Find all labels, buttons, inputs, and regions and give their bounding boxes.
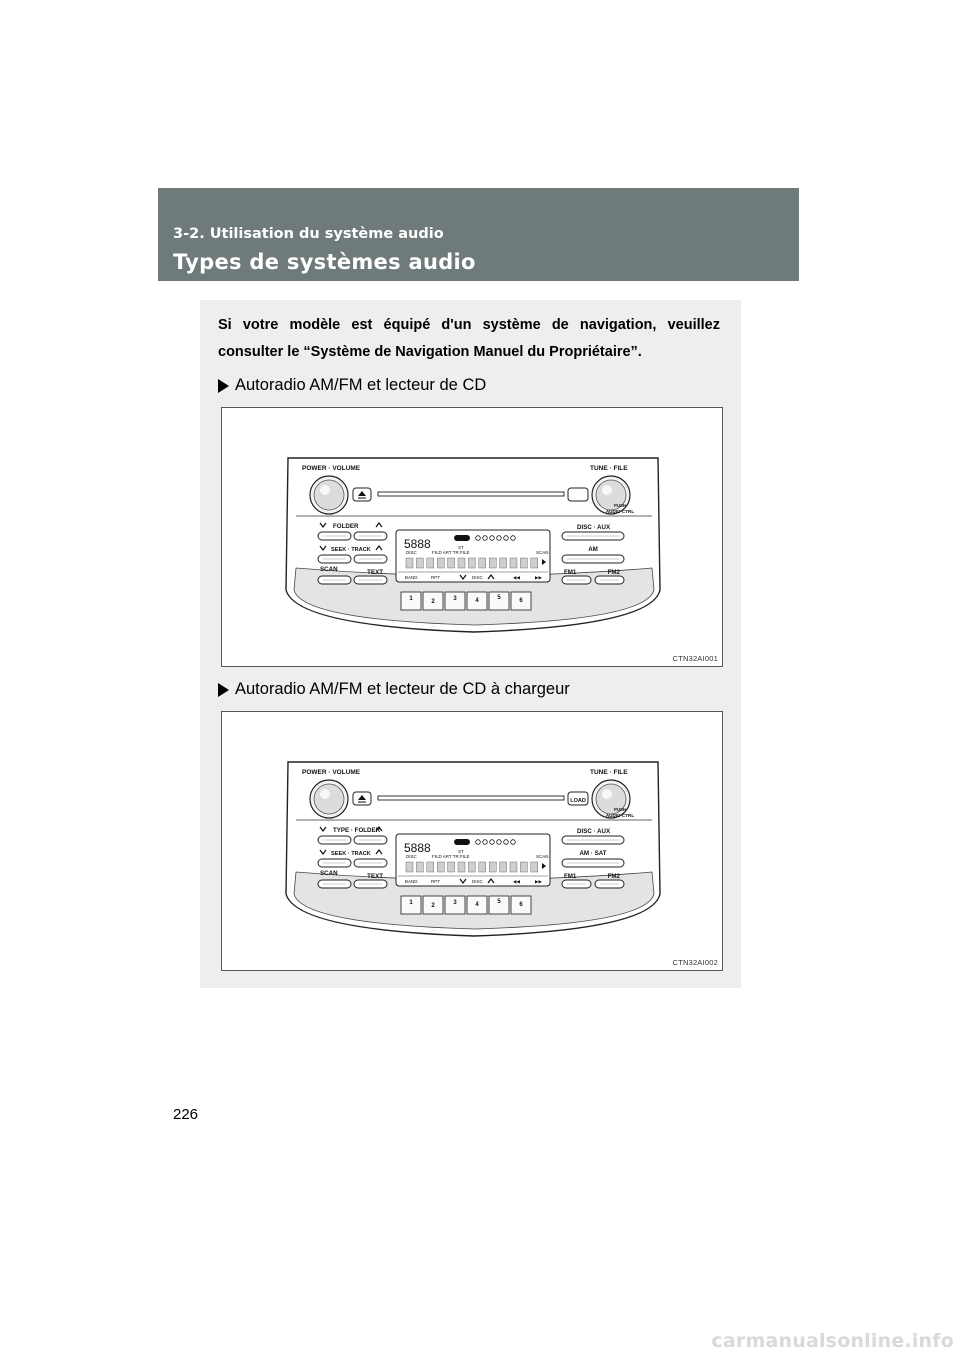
display-segment	[520, 862, 527, 872]
figure-1-caption-text: Autoradio AM/FM et lecteur de CD	[235, 376, 487, 394]
display-disc: DISC	[406, 550, 417, 555]
power-volume-knob-highlight	[320, 789, 330, 799]
load-label: LOAD	[570, 798, 586, 804]
display-rpt: RPT	[431, 575, 440, 580]
page-title: Types de systèmes audio	[173, 250, 476, 274]
display-st: ST	[458, 545, 464, 550]
watermark: carmanualsonline.info	[711, 1330, 954, 1352]
display-segment	[448, 862, 455, 872]
power-volume-label: POWER · VOLUME	[302, 769, 361, 776]
section-title: 3-2. Utilisation du système audio	[173, 226, 444, 242]
audio-ctrl-label: AUDIO CTRL	[605, 509, 635, 514]
preset-label-3: 3	[453, 900, 457, 906]
figure-2-code: CTN32AI002	[672, 958, 718, 967]
figure-2	[221, 711, 723, 971]
fm1-label: FM1	[564, 873, 577, 880]
page-number: 226	[173, 1106, 199, 1123]
radio-illustration	[222, 408, 722, 666]
preset-label-4: 4	[475, 598, 479, 604]
tune-file-label: TUNE · FILE	[590, 465, 628, 472]
display-rpt: RPT	[431, 879, 440, 884]
disc-aux-label: DISC · AUX	[577, 524, 611, 531]
fm1-label: FM1	[564, 569, 577, 576]
radio-illustration	[222, 712, 722, 970]
tune-file-knob-highlight	[602, 485, 612, 495]
display-forward-icon: ▶▶	[535, 575, 542, 580]
display-segment	[458, 862, 465, 872]
display-fild-art: FILD ART TR FILE	[432, 550, 470, 555]
figure-1-code: CTN32AI001	[672, 654, 718, 663]
display-forward-icon: ▶▶	[535, 879, 542, 884]
power-volume-knob-highlight	[320, 485, 330, 495]
display-fild-art: FILD ART TR FILE	[432, 854, 470, 859]
display-st: ST	[458, 849, 464, 854]
preset-label-3: 3	[453, 596, 457, 602]
display-segment	[427, 558, 434, 568]
display-disc2: DISC	[472, 575, 483, 580]
display-cd-badge	[454, 535, 470, 541]
text-label: TEXT	[367, 569, 383, 576]
preset-label-2: 2	[431, 599, 435, 605]
push-label: PUSH	[614, 807, 626, 812]
am-label: AM	[588, 546, 598, 553]
preset-label-6: 6	[519, 902, 523, 908]
display-segment	[468, 558, 475, 568]
display-segment	[510, 558, 517, 568]
folder-label: FOLDER	[333, 523, 359, 530]
folder-label: TYPE · FOLDER	[333, 827, 381, 834]
display-segment	[406, 558, 413, 568]
display-segment	[416, 558, 423, 568]
display-segment	[479, 558, 486, 568]
display-segment	[406, 862, 413, 872]
display-scan: SCAN	[536, 550, 549, 555]
display-rewind-icon: ◀◀	[513, 575, 520, 580]
display-segment	[458, 558, 465, 568]
tune-file-label: TUNE · FILE	[590, 769, 628, 776]
preset-label-2: 2	[431, 903, 435, 909]
scan-label: SCAN	[320, 566, 338, 573]
am-label: AM · SAT	[579, 850, 607, 857]
chapter-header	[158, 188, 799, 281]
display-segment	[531, 862, 538, 872]
display-segment	[468, 862, 475, 872]
power-volume-knob-inner	[314, 784, 344, 814]
display-segment	[510, 862, 517, 872]
display-segment	[531, 558, 538, 568]
figure-1	[221, 407, 723, 667]
display-segment	[500, 558, 507, 568]
preset-label-6: 6	[519, 598, 523, 604]
power-volume-label: POWER · VOLUME	[302, 465, 361, 472]
display-band: BAND	[405, 879, 418, 884]
content-box	[200, 300, 741, 988]
seek-track-label: SEEK · TRACK	[331, 851, 371, 857]
cd-slot	[378, 796, 564, 800]
display-segment	[437, 862, 444, 872]
display-rewind-icon: ◀◀	[513, 879, 520, 884]
triangle-bullet-icon	[218, 379, 229, 393]
display-disc: DISC	[406, 854, 417, 859]
preset-label-4: 4	[475, 902, 479, 908]
display-band: BAND	[405, 575, 418, 580]
preset-label-5: 5	[497, 595, 501, 601]
display-segment	[416, 862, 423, 872]
display-segment	[437, 558, 444, 568]
preset-label-5: 5	[497, 899, 501, 905]
display-segment	[427, 862, 434, 872]
power-volume-knob-inner	[314, 480, 344, 510]
display-scan: SCAN	[536, 854, 549, 859]
audio-ctrl-label: AUDIO CTRL	[605, 813, 635, 818]
tune-file-knob-highlight	[602, 789, 612, 799]
display-digits: 5888	[404, 841, 431, 855]
display-digits: 5888	[404, 537, 431, 551]
figure-2-caption-text: Autoradio AM/FM et lecteur de CD à chargeur	[235, 680, 570, 698]
triangle-bullet-icon	[218, 683, 229, 697]
load-button	[568, 488, 588, 501]
figure-1-caption	[218, 376, 486, 395]
preset-label-1: 1	[409, 596, 413, 602]
display-segment	[500, 862, 507, 872]
display-segment	[489, 558, 496, 568]
display-segment	[489, 862, 496, 872]
display-segment	[479, 862, 486, 872]
display-segment	[520, 558, 527, 568]
cd-slot	[378, 492, 564, 496]
preset-label-1: 1	[409, 900, 413, 906]
figure-2-caption	[218, 680, 570, 699]
display-cd-badge	[454, 839, 470, 845]
scan-label: SCAN	[320, 870, 338, 877]
display-segment	[448, 558, 455, 568]
push-label: PUSH	[614, 503, 626, 508]
fm2-label: FM2	[607, 569, 620, 576]
display-disc2: DISC	[472, 879, 483, 884]
fm2-label: FM2	[607, 873, 620, 880]
disc-aux-label: DISC · AUX	[577, 828, 611, 835]
intro-text: Si votre modèle est équipé d'un système de navigation, veuillez consulter le “Système de Navigation Manuel du Propriétaire”.	[218, 317, 720, 360]
seek-track-label: SEEK · TRACK	[331, 547, 371, 553]
text-label: TEXT	[367, 873, 383, 880]
